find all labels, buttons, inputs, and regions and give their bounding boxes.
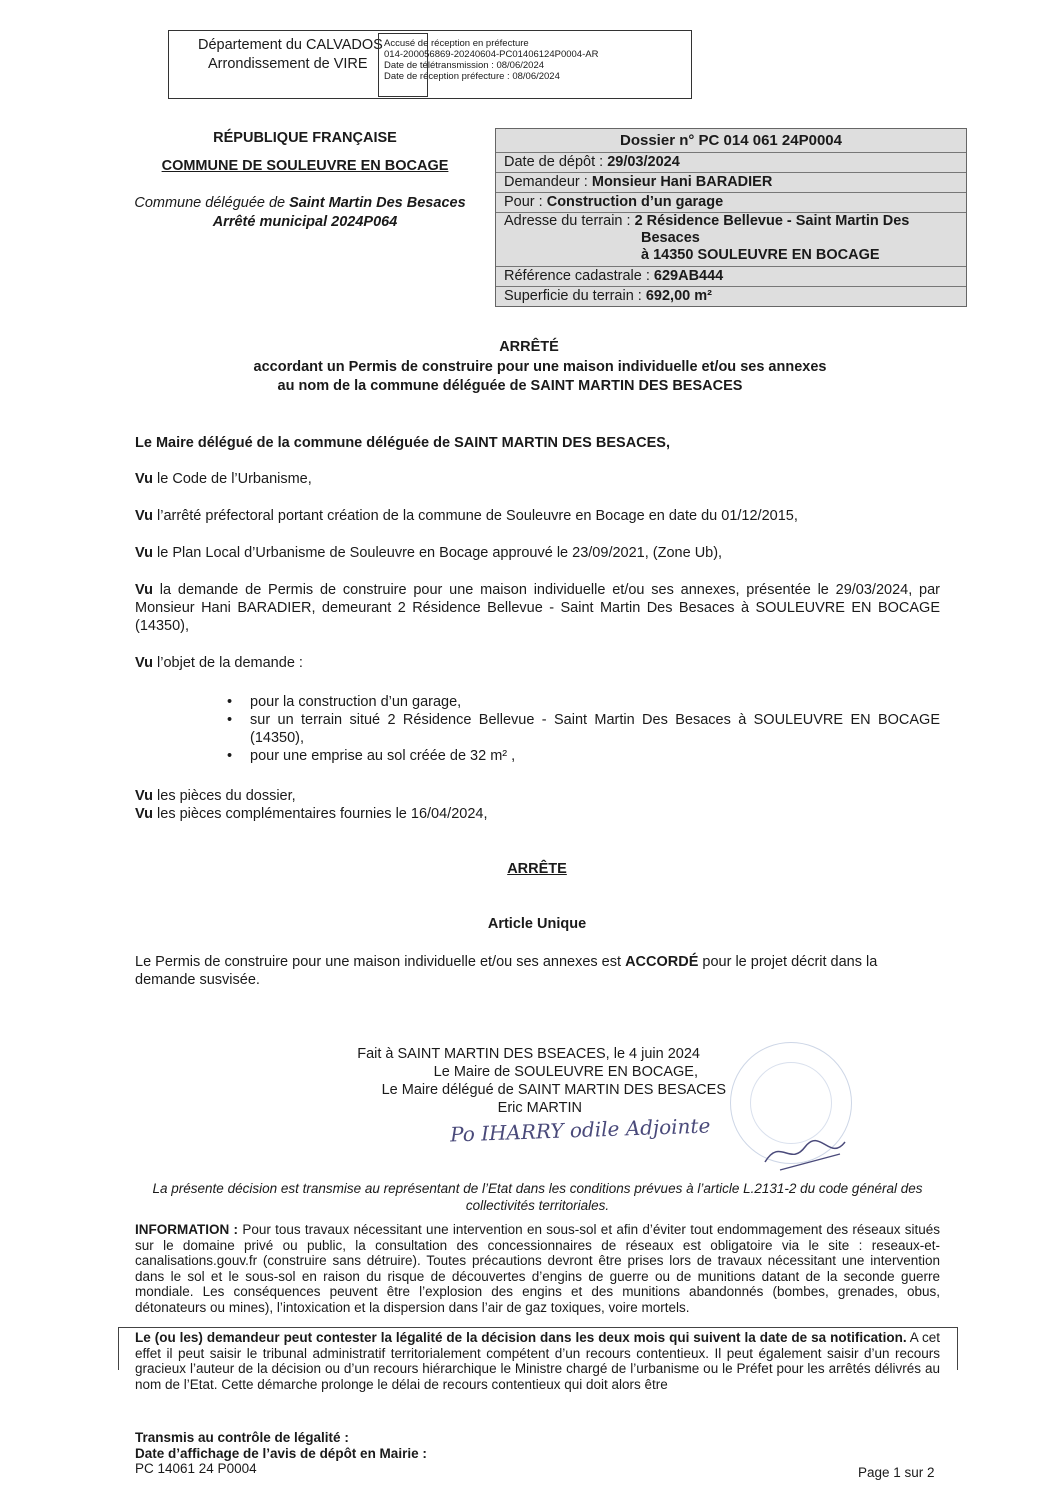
value: 629AB444 (653, 268, 724, 284)
vu-paragraph (135, 654, 940, 672)
signature-scribble (760, 1132, 850, 1172)
vu-label: Vu (135, 471, 153, 487)
label: Pour : (504, 194, 547, 210)
info-label: INFORMATION : (135, 1222, 243, 1237)
label: Adresse du terrain : (504, 213, 635, 229)
fait-date: 4 juin 2024 (629, 1046, 700, 1062)
vu-paragraph (135, 470, 940, 488)
label: Référence cadastrale : (504, 268, 654, 284)
vu-label: Vu (135, 655, 153, 671)
fait-prefix: Fait à SAINT MARTIN DES BSEACES, le (357, 1046, 630, 1062)
commune-deleguee-name: Saint Martin Des Besaces (289, 195, 466, 211)
dossier-demandeur (496, 173, 966, 193)
handwritten-signature: Po IHARRY odile Adjointe (449, 1113, 711, 1147)
vu-paragraph (135, 544, 940, 562)
dossier-depot (496, 153, 966, 173)
vu-text: le Plan Local d’Urbanisme de Souleuvre en Bocage approuvé le 23/09/2021, (Zone Ub), (153, 545, 723, 561)
ar-stamp-text (384, 38, 684, 82)
vu-text: la demande de Permis de construire pour une maison individuelle et/ou ses annexes, présentée le 29/03/2024, par Monsieur Hani BARADIER, demeurant 2 Résidence Bellevue - Saint Martin Des Besaces à SOULEUVRE EN BOCAGE (14350), (135, 582, 940, 634)
value: Construction d’un garage (546, 194, 724, 210)
vu-paragraph (135, 805, 940, 823)
dossier-superficie (496, 287, 966, 306)
transmission-notice: La présente décision est transmise au représentant de l’Etat dans les conditions prévues à l’article L.2131-2 du code général des collectivités territoriales. (152, 1181, 923, 1213)
list-item: • pour une emprise au sol créée de 32 m² , (230, 747, 940, 765)
arrete-heading: ARRÊTE (507, 861, 567, 877)
decision-text: pour le projet décrit dans la demande susvisée. (135, 954, 878, 988)
dossier-adresse (496, 213, 966, 267)
decision-paragraph (135, 953, 940, 989)
contest-bold: Le (ou les) demandeur peut contester la légalité de la décision dans les deux mois qui suivent la date de sa notification. (135, 1330, 907, 1345)
vu-text: l’objet de la demande : (153, 655, 303, 671)
reference-line: PC 14061 24 P0004 (135, 1461, 257, 1476)
document-title: ARRÊTÉ (499, 339, 559, 355)
footer-block (135, 1430, 427, 1477)
commune-name: COMMUNE DE SOULEUVRE EN BOCAGE (161, 158, 449, 174)
vu-paragraph (135, 581, 940, 635)
vu-text: les pièces complémentaires fournies le 16/04/2024, (153, 806, 488, 822)
signatory-name: Eric MARTIN (497, 1100, 582, 1116)
vu-label: Vu (135, 806, 153, 822)
decision-status: ACCORDÉ (625, 954, 699, 970)
list-item: • sur un terrain situé 2 Résidence Bellevue - Saint Martin Des Besaces à SOULEUVRE EN BOCAGE (14350), (230, 711, 940, 747)
dossier-title: Dossier n° PC 014 061 24P0004 (496, 129, 966, 153)
info-text: Pour tous travaux nécessitant une intervention en sous-sol et afin d’éviter tout endommagement des réseaux situés sur le domaine privé ou public, la consultation des concessionnaires de réseaux est obligatoire via le site : reseaux-et-canalisations.gouv.fr (construire sans détruire). Toutes précautions devront être prises lors de travaux nécessitant une intervention dans le sol et le sous-sol en raison du risque de découvertes d’engins de guerre ou de munitions datant de la seconde guerre mondiale. Les conséquences peuvent être l’explosion des engins et des munitions abandonnés (bombes, grenades, obus, détonateurs ou mines), l’intoxication et la dispersion dans l’air de gaz toxiques, voire mortels. (135, 1222, 941, 1315)
arrondissement-line: Arrondissement de VIRE (208, 56, 368, 72)
value: Besaces (641, 230, 700, 246)
transmis-line: Transmis au contrôle de légalité : (135, 1430, 349, 1445)
ar-line: Date de télétransmission : 08/06/2024 (384, 60, 545, 71)
republique-francaise: RÉPUBLIQUE FRANÇAISE (213, 130, 397, 146)
label: Date de dépôt : (504, 154, 608, 170)
dossier-cadastre (496, 267, 966, 287)
dossier-pour (496, 193, 966, 213)
article-heading: Article Unique (487, 916, 587, 932)
vu-label: Vu (135, 788, 153, 804)
affichage-line: Date d’affichage de l’avis de dépôt en Mairie : (135, 1445, 427, 1461)
arrete-municipal: Arrêté municipal 2024P064 (212, 214, 398, 230)
decision-text: Le Permis de construire pour une maison individuelle et/ou ses annexes est (135, 954, 626, 970)
signature-block (300, 1045, 726, 1117)
maire-delegue-line: Le Maire délégué de la commune déléguée de SAINT MARTIN DES BESACES, (135, 435, 671, 451)
commune-deleguee (110, 195, 490, 211)
value: 29/03/2024 (607, 154, 680, 170)
label: Demandeur : (504, 174, 592, 190)
ar-line: Accusé de réception en préfecture (384, 38, 529, 49)
commune-deleguee-prefix: Commune déléguée de (134, 195, 290, 211)
value: 692,00 m² (645, 288, 712, 304)
vu-text: les pièces du dossier, (153, 788, 296, 804)
list-item: • pour la construction d’un garage, (230, 693, 940, 711)
label: Superficie du terrain : (504, 288, 646, 304)
vu-text: le Code de l’Urbanisme, (153, 471, 312, 487)
vu-label: Vu (135, 508, 153, 524)
information-paragraph (135, 1222, 940, 1315)
vu-paragraph (135, 507, 940, 525)
vu-text: l’arrêté préfectoral portant création de la commune de Souleuvre en Bocage en date du 01/12/2015, (153, 508, 798, 524)
contest-paragraph (135, 1330, 940, 1392)
document-subtitle: accordant un Permis de construire pour une maison individuelle et/ou ses annexes (253, 359, 827, 375)
fait-line (300, 1045, 700, 1063)
department-line: Département du CALVADOS (198, 37, 383, 53)
maire-title: Le Maire de SOULEUVRE EN BOCAGE, (433, 1064, 698, 1080)
maire-delegue-title: Le Maire délégué de SAINT MARTIN DES BESACES (381, 1082, 726, 1098)
vu-paragraph (135, 787, 940, 805)
demand-object-list (230, 693, 940, 765)
value: Monsieur Hani BARADIER (591, 174, 773, 190)
page-number: Page 1 sur 2 (858, 1465, 935, 1480)
ar-line: 014-200056869-20240604-PC01406124P0004-AR (384, 49, 599, 60)
value: 2 Résidence Bellevue - Saint Martin Des (634, 213, 910, 229)
value: à 14350 SOULEUVRE EN BOCAGE (641, 247, 880, 263)
dossier-box (495, 128, 967, 307)
ar-line: Date de réception préfecture : 08/06/2024 (384, 71, 560, 82)
vu-label: Vu (135, 545, 153, 561)
document-subtitle: au nom de la commune déléguée de SAINT MARTIN DES BESACES (277, 378, 743, 394)
vu-label: Vu (135, 582, 153, 598)
contest-text: A cet effet il peut saisir le tribunal administratif territorialement compétent d’un recours contentieux. Il peut également saisir d’un recours gracieux l’auteur de la décision ou d’un recours hiérarchique le Ministre chargé de l’urbanisme ou le Préfet pour les arrêtés délivrés au nom de l’Etat. Cette démarche prolonge le délai de recours contentieux qui doit alors être (135, 1330, 940, 1392)
department-header (178, 36, 408, 74)
